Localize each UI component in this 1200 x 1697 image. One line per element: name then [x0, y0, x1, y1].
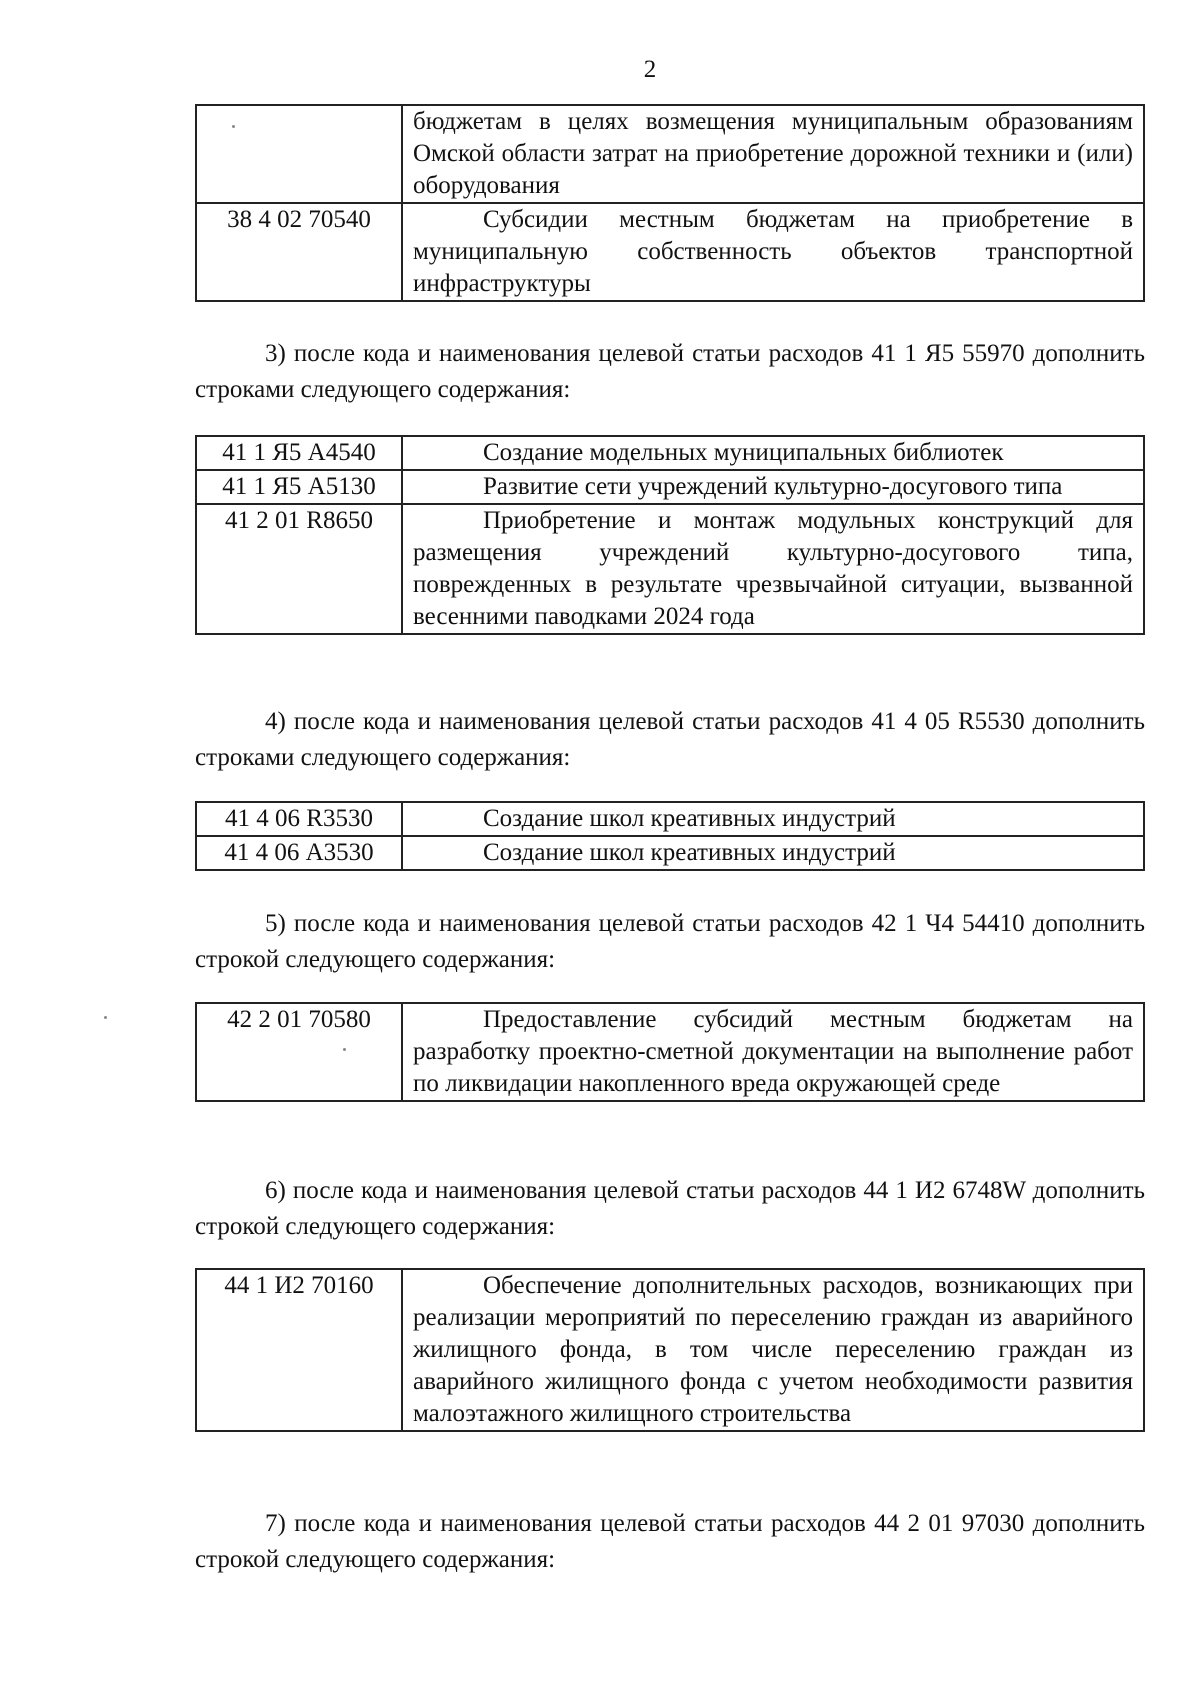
scan-speck	[343, 1048, 346, 1051]
table-row	[196, 1003, 1144, 1101]
code-cell: 42 2 01 70580	[196, 1003, 402, 1101]
paragraph-5: 5) после кода и наименования целевой статьи расходов 42 1 Ч4 54410 дополнить строкой следующего содержания:	[195, 910, 1145, 973]
name-cell: бюджетам в целях возмещения муниципальным образованиям Омской области затрат на приобретение дорожной техники и (или) оборудования	[402, 105, 1144, 203]
name-cell	[402, 203, 1144, 301]
name-text: Развитие сети учреждений культурно-досугового типа	[483, 473, 1063, 500]
table-item-6	[195, 1268, 1145, 1432]
code-cell: 44 1 И2 70160	[196, 1269, 402, 1431]
table-item-3	[195, 435, 1145, 635]
paragraph-3: 3) после кода и наименования целевой статьи расходов 41 1 Я5 55970 дополнить строками следующего содержания:	[195, 340, 1145, 403]
table-row	[196, 203, 1144, 301]
table-row	[196, 436, 1144, 470]
name-cell	[402, 1003, 1144, 1101]
code-cell	[196, 105, 402, 203]
code-cell: 41 1 Я5 А5130	[196, 470, 402, 504]
name-cell	[402, 470, 1144, 504]
table-item-5	[195, 1002, 1145, 1102]
table-row	[196, 105, 1144, 203]
name-text: Создание модельных муниципальных библиотек	[483, 439, 1004, 466]
paragraph-6: 6) после кода и наименования целевой статьи расходов 44 1 И2 6748W дополнить строкой следующего содержания:	[195, 1177, 1145, 1240]
name-cell	[402, 836, 1144, 870]
name-text: Создание школ креативных индустрий	[483, 805, 896, 832]
code-cell: 41 2 01 R8650	[196, 504, 402, 634]
name-text: Создание школ креативных индустрий	[483, 839, 896, 866]
code-cell: 41 4 06 А3530	[196, 836, 402, 870]
name-text: Обеспечение дополнительных расходов, возникающих при реализации мероприятий по переселению граждан из аварийного жилищного фонда, в том числе переселению граждан из аварийного жилищного фонда с учетом необходимости развития малоэтажного жилищного строительства	[413, 1272, 1133, 1427]
table-row	[196, 802, 1144, 836]
scan-speck	[232, 125, 235, 128]
table-row	[196, 1269, 1144, 1431]
name-cell	[402, 436, 1144, 470]
name-text: Приобретение и монтаж модульных конструкций для размещения учреждений культурно-досугового типа, поврежденных в результате чрезвычайной ситуации, вызванной весенними паводками 2024 года	[413, 507, 1133, 630]
table-continuation	[195, 104, 1145, 302]
table-row	[196, 504, 1144, 634]
scan-speck	[104, 1016, 107, 1019]
name-cell	[402, 1269, 1144, 1431]
name-text: Предоставление субсидий местным бюджетам на разработку проектно-сметной документации на выполнение работ по ликвидации накопленного вреда окружающей среде	[413, 1006, 1133, 1097]
table-row	[196, 470, 1144, 504]
name-cell	[402, 802, 1144, 836]
name-text: Субсидии местным бюджетам на приобретение в муниципальную собственность объектов транспортной инфраструктуры	[413, 206, 1133, 297]
code-cell: 38 4 02 70540	[196, 203, 402, 301]
table-item-4	[195, 801, 1145, 871]
paragraph-4: 4) после кода и наименования целевой статьи расходов 41 4 05 R5530 дополнить строками следующего содержания:	[195, 708, 1145, 771]
paragraph-7: 7) после кода и наименования целевой статьи расходов 44 2 01 97030 дополнить строкой следующего содержания:	[195, 1510, 1145, 1573]
table-row	[196, 836, 1144, 870]
code-cell: 41 4 06 R3530	[196, 802, 402, 836]
name-cell	[402, 504, 1144, 634]
page-number: 2	[643, 56, 657, 83]
code-cell: 41 1 Я5 А4540	[196, 436, 402, 470]
